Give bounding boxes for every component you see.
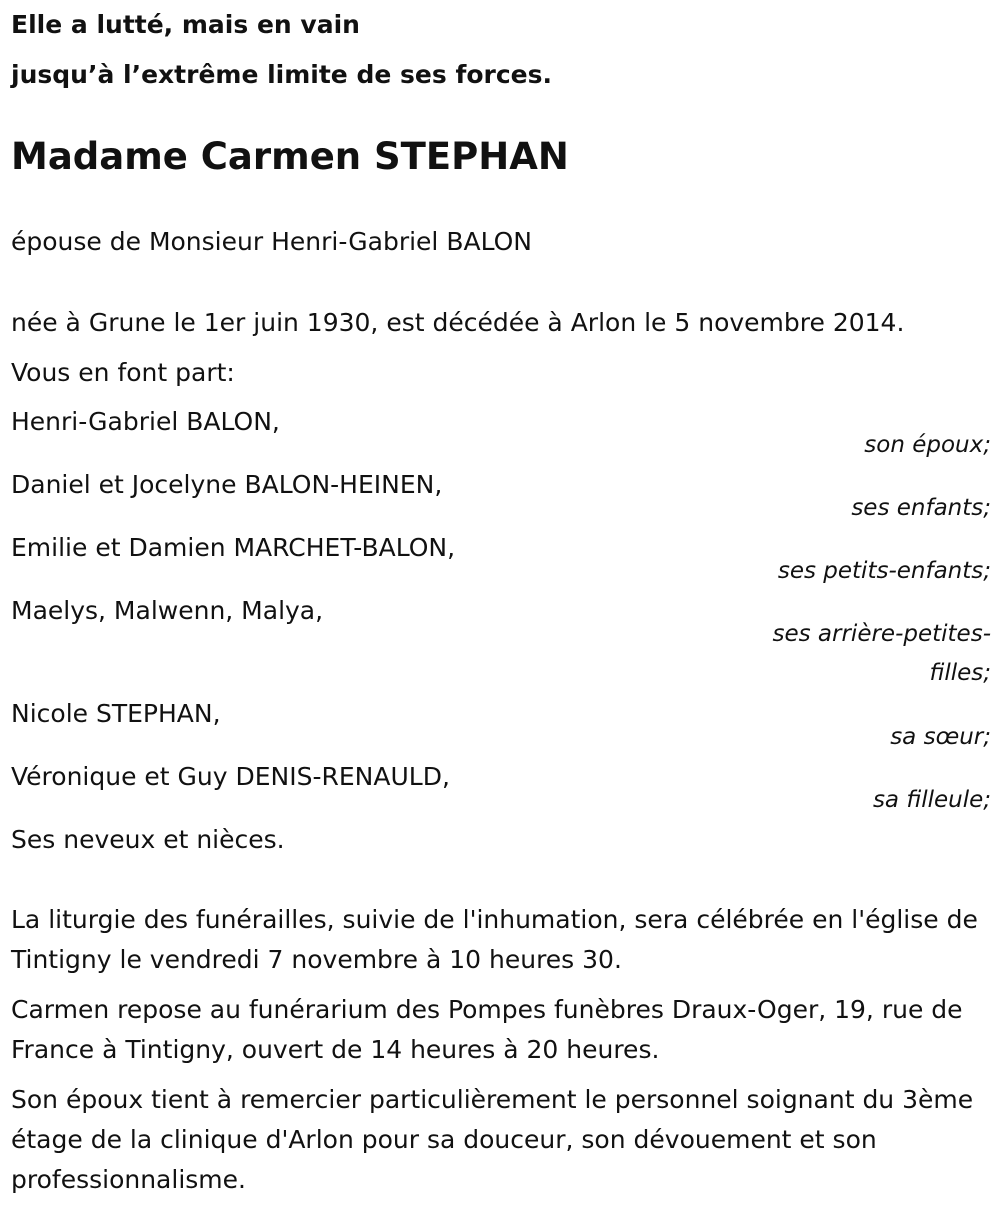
family-member-name: Nicole STEPHAN, [11,699,221,728]
epigraph-line-1: Elle a lutté, mais en vain [11,10,360,39]
epigraph [11,0,552,100]
family-member-role: ses petits-enfants; [777,558,991,584]
family-entry [11,528,991,591]
family-entry [11,591,991,694]
family-entry [11,820,991,860]
thanks-paragraph: Son époux tient à remercier particulièrement le personnel soignant du 3ème étage de la clinique d'Arlon pour sa douceur, son dévouement et son professionnalisme. [11,1085,974,1194]
family-entry [11,465,991,528]
family-member-role: son époux; [864,432,991,458]
announcement: Vous en font part: [11,358,235,387]
family-entry [11,694,991,757]
family-entry [11,402,991,465]
family-member-role: ses arrière-petites-filles; [772,621,991,686]
epigraph-line-2: jusqu’à l’extrême limite de ses forces. [11,60,552,89]
funerarium-paragraph: Carmen repose au funérarium des Pompes funèbres Draux-Oger, 19, rue de France à Tintigny, ouvert de 14 heures à 20 heures. [11,995,963,1064]
family-entry [11,757,991,820]
family-member-name: Henri-Gabriel BALON, [11,407,280,436]
family-member-role: sa filleule; [872,787,991,813]
closing-paragraphs [11,900,986,1210]
family-member-name: Daniel et Jocelyne BALON-HEINEN, [11,470,443,499]
spouse-line: épouse de Monsieur Henri-Gabriel BALON [11,227,532,256]
birth-death-line: née à Grune le 1er juin 1930, est décédée à Arlon le 5 novembre 2014. [11,308,905,337]
family-member-name: Véronique et Guy DENIS-RENAULD, [11,762,450,791]
nephews-line: Ses neveux et nièces. [11,825,285,854]
family-list [11,402,991,860]
family-member-role: sa sœur; [890,724,991,750]
family-member-name: Maelys, Malwenn, Malya, [11,596,324,625]
family-member-role: ses enfants; [851,495,991,521]
family-member-name: Emilie et Damien MARCHET-BALON, [11,533,456,562]
funeral-paragraph: La liturgie des funérailles, suivie de l'inhumation, sera célébrée en l'église de Tintigny le vendredi 7 novembre à 10 heures 30. [11,905,978,974]
deceased-name: Madame Carmen STEPHAN [11,135,569,178]
